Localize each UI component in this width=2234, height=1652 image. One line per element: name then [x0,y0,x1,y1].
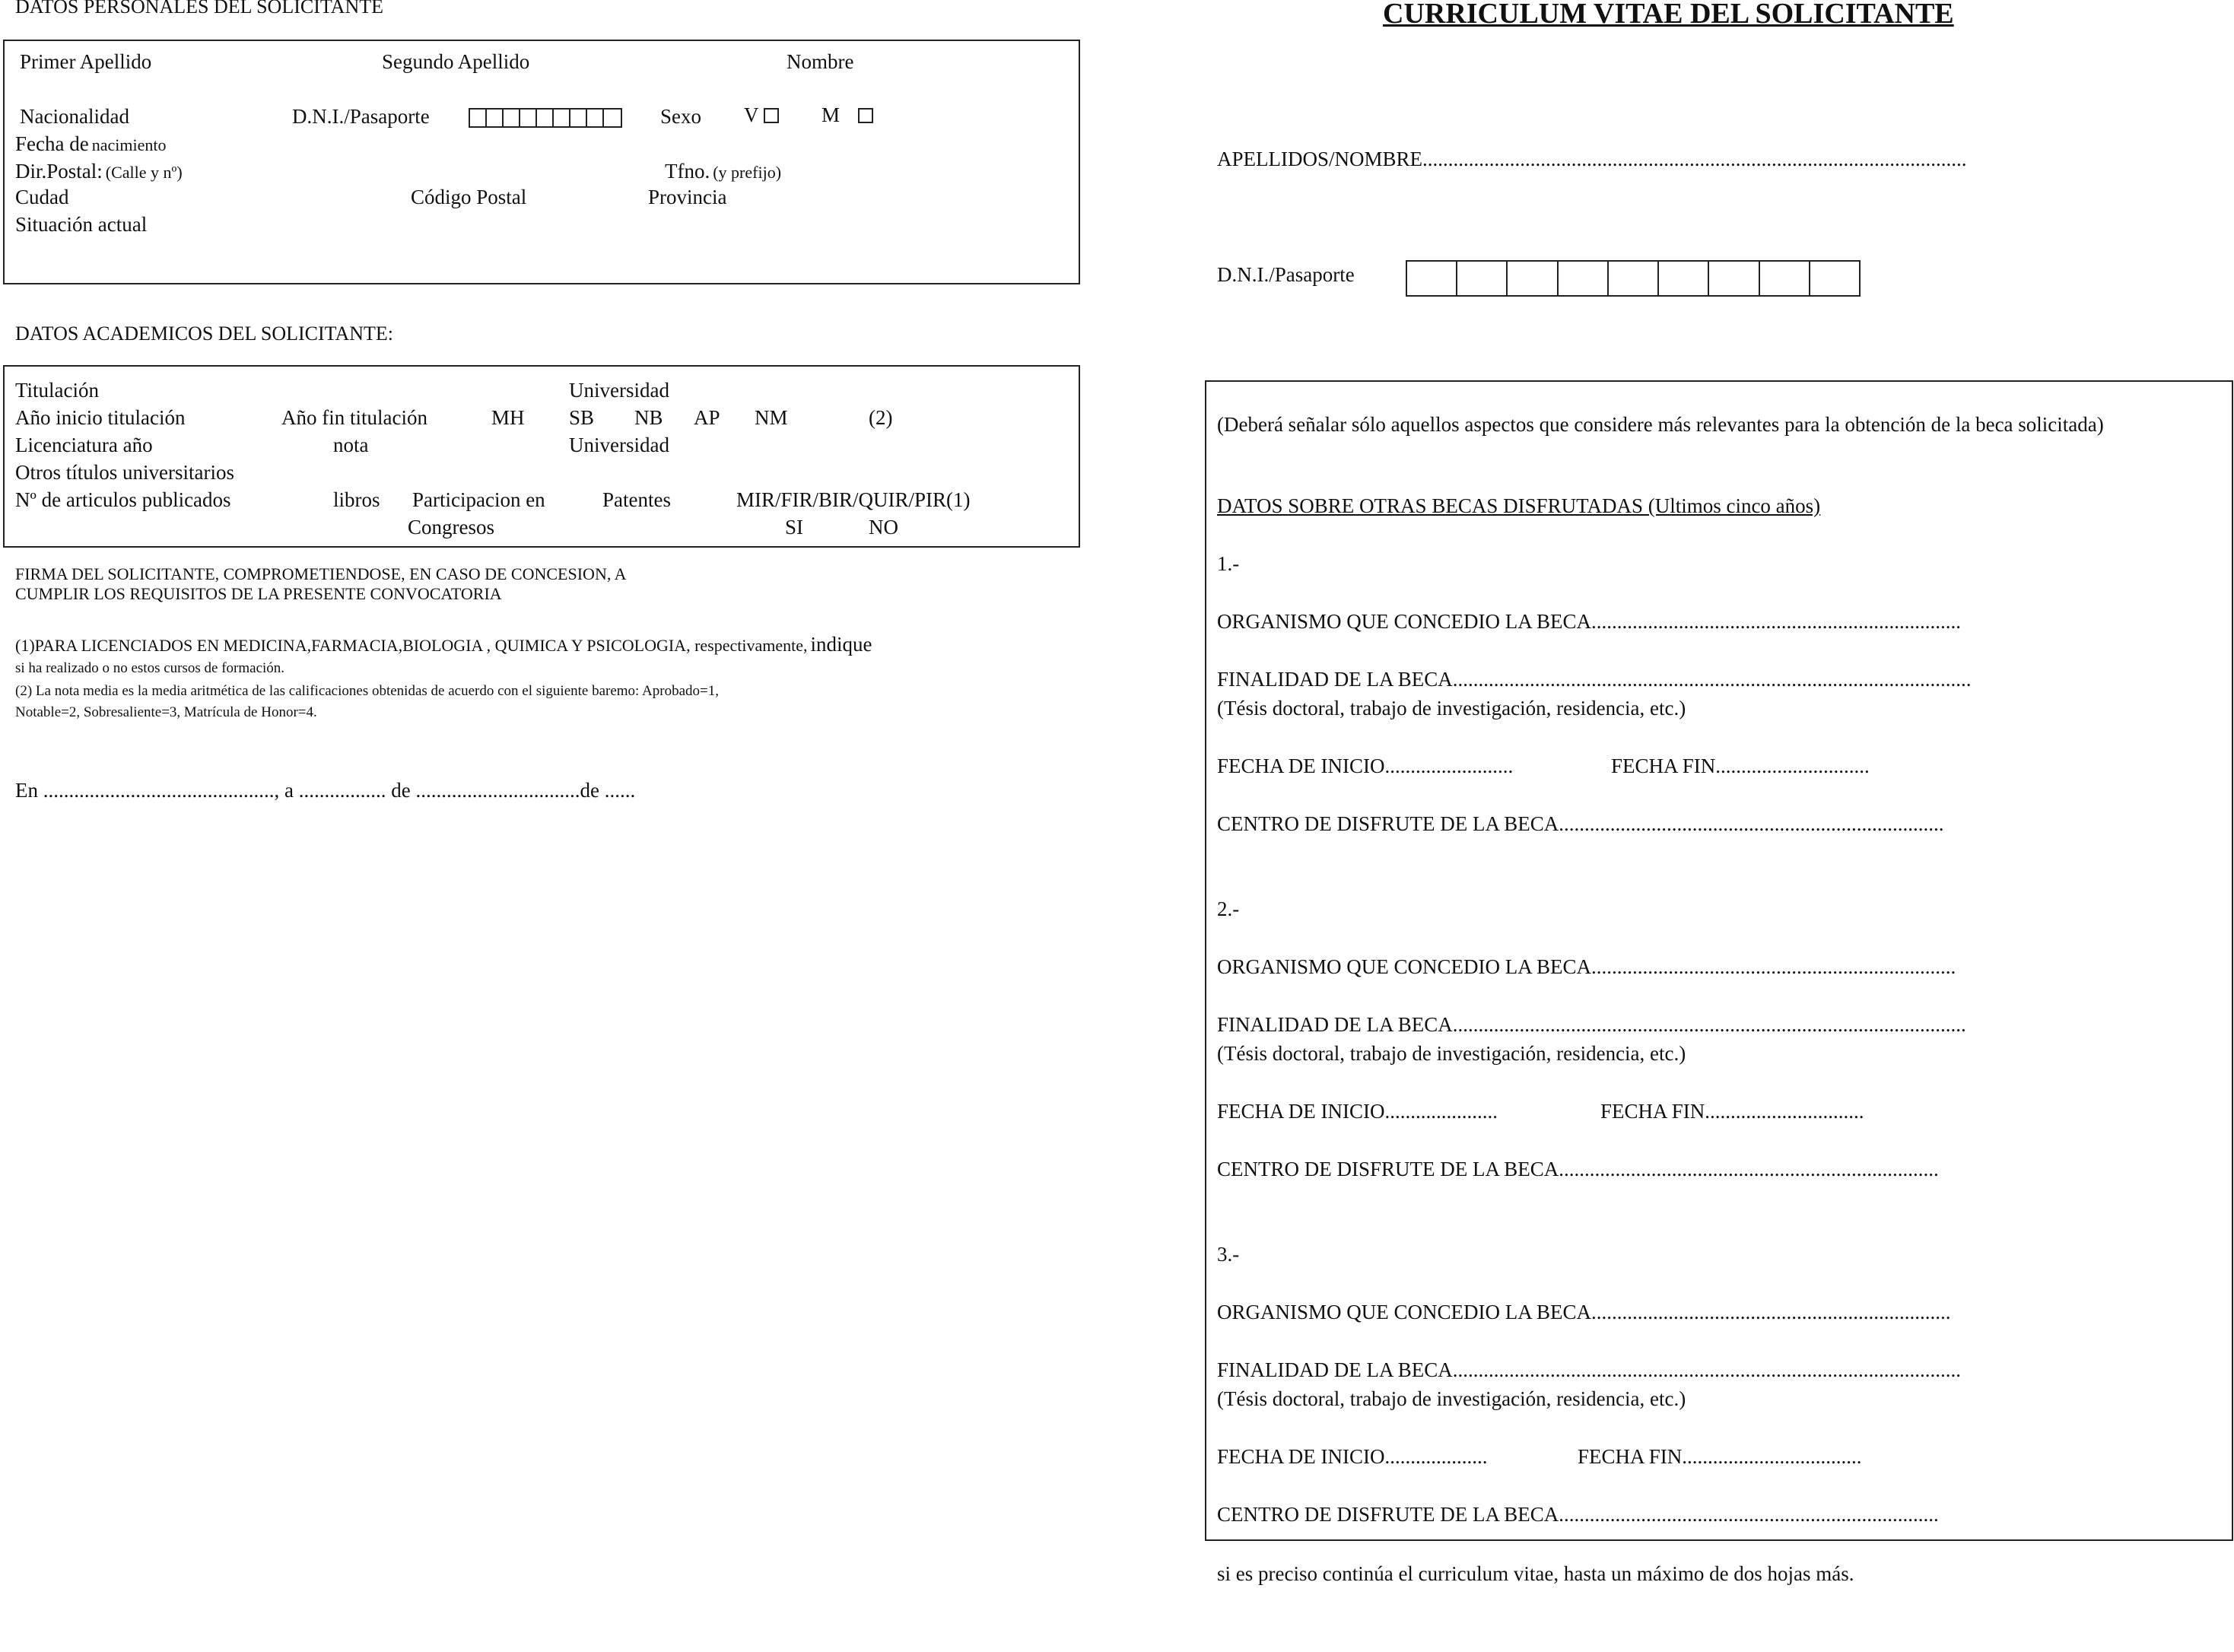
nacionalidad-label: Nacionalidad [20,105,129,128]
articulos-label: Nº de articulos publicados [15,488,231,511]
participacion-label: Participacion en [412,488,545,511]
note-1-line-2: si ha realizado o no estos cursos de formación. [15,660,285,676]
personal-section-title: DATOS PERSONALES DEL SOLICITANTE [15,0,383,17]
beca-1-finalidad[interactable]: FINALIDAD DE LA BECA..................................................................................................... [1217,668,1972,691]
cv-dni-label: D.N.I./Pasaporte [1217,263,1355,286]
beca-2-fecha-fin[interactable]: FECHA FIN............................... [1600,1100,1864,1123]
tfno-label: Tfno. (y prefijo) [665,160,782,183]
sexo-v-label: V [744,103,759,126]
nm-label: NM [755,406,788,429]
provincia-label: Provincia [648,186,727,208]
universidad-label-1: Universidad [569,379,669,402]
si-label: SI [785,516,804,538]
sexo-v-option[interactable] [744,103,779,127]
sexo-v-checkbox[interactable] [764,108,779,123]
sb-label: SB [569,406,595,429]
nota-label: nota [333,434,369,456]
otros-titulos-label: Otros títulos universitarios [15,461,234,484]
beca-1-number: 1.- [1217,552,1240,575]
ano-fin-label: Año fin titulación [281,406,427,429]
beca-1-fecha-inicio[interactable]: FECHA DE INICIO......................... [1217,755,1514,777]
congresos-label: Congresos [408,516,494,538]
licenciatura-label: Licenciatura año [15,434,153,456]
sexo-m-label: M [821,103,841,126]
sexo-label: Sexo [660,105,701,128]
dni-label: D.N.I./Pasaporte [292,105,430,128]
note-2-line-1: (2) La nota media es la media aritmética de las calificaciones obtenidas de acuerdo con el siguiente baremo: Aprobado=1, [15,683,719,699]
beca-1-fecha-fin[interactable]: FECHA FIN.............................. [1611,755,1870,777]
cv-dni-boxes[interactable] [1406,260,1861,297]
segundo-apellido-label: Segundo Apellido [382,50,530,73]
beca-2-centro[interactable]: CENTRO DE DISFRUTE DE LA BECA.......................................................................... [1217,1158,1939,1180]
lugar-fecha-line[interactable]: En ............................................., a ................. de ................................de ...... [15,779,636,802]
cv-footer-note: si es preciso continúa el curriculum vitae, hasta un máximo de dos hojas más. [1217,1562,1854,1585]
beca-1-finalidad-note: (Tésis doctoral, trabajo de investigación, residencia, etc.) [1217,697,1686,720]
beca-2-organismo[interactable]: ORGANISMO QUE CONCEDIO LA BECA....................................................................... [1217,955,1956,978]
ciudad-label: Cudad [15,186,69,208]
patentes-label: Patentes [602,488,671,511]
beca-2-finalidad-note: (Tésis doctoral, trabajo de investigación, residencia, etc.) [1217,1042,1686,1065]
beca-3-number: 3.- [1217,1243,1240,1266]
beca-2-number: 2.- [1217,897,1240,920]
situacion-actual-label: Situación actual [15,213,148,236]
mh-label: MH [491,406,525,429]
beca-3-finalidad[interactable]: FINALIDAD DE LA BECA................................................................................................... [1217,1358,1961,1381]
nombre-label: Nombre [787,50,854,73]
libros-label: libros [333,488,380,511]
beca-2-finalidad[interactable]: FINALIDAD DE LA BECA.................................................................................................... [1217,1013,1966,1036]
universidad-label-2: Universidad [569,434,669,456]
nb-label: NB [634,406,663,429]
otras-becas-heading: DATOS SOBRE OTRAS BECAS DISFRUTADAS (Ultimos cinco años) [1217,494,1821,517]
beca-3-centro[interactable]: CENTRO DE DISFRUTE DE LA BECA.......................................................................... [1217,1503,1939,1526]
beca-3-fecha-inicio[interactable]: FECHA DE INICIO.................... [1217,1445,1488,1468]
sexo-m-checkbox[interactable] [858,108,873,123]
cv-intro: (Deberá señalar sólo aquellos aspectos que considere más relevantes para la obtención de la beca solicitada) [1217,413,2104,436]
firma-line-1: FIRMA DEL SOLICITANTE, COMPROMETIENDOSE, EN CASO DE CONCESION, A [15,564,627,583]
nota-ref-2: (2) [869,406,893,429]
personal-data-box [3,40,1080,284]
beca-3-fecha-fin[interactable]: FECHA FIN................................... [1578,1445,1862,1468]
academic-data-box [3,365,1080,548]
titulacion-label: Titulación [15,379,100,402]
beca-3-organismo[interactable]: ORGANISMO QUE CONCEDIO LA BECA...................................................................... [1217,1301,1951,1323]
cv-title: CURRICULUM VITAE DEL SOLICITANTE [1383,0,1954,30]
ap-label: AP [694,406,720,429]
beca-1-organismo[interactable]: ORGANISMO QUE CONCEDIO LA BECA........................................................................ [1217,610,1962,633]
beca-3-finalidad-note: (Tésis doctoral, trabajo de investigación, residencia, etc.) [1217,1387,1686,1410]
codigo-postal-label: Código Postal [411,186,527,208]
fecha-nacimiento-label: Fecha de nacimiento [15,132,167,155]
note-2-line-2: Notable=2, Sobresaliente=3, Matrícula de Honor=4. [15,704,317,720]
beca-1-centro[interactable]: CENTRO DE DISFRUTE DE LA BECA........................................................................... [1217,812,1944,835]
dir-postal-label: Dir.Postal: (Calle y nº) [15,160,183,183]
apellidos-nombre-line[interactable]: APELLIDOS/NOMBRE.......................................................................................................... [1217,148,1967,170]
ano-inicio-label: Año inicio titulación [15,406,186,429]
firma-line-2: CUMPLIR LOS REQUISITOS DE LA PRESENTE CONVOCATORIA [15,584,502,603]
sexo-m-option[interactable] [821,103,873,127]
primer-apellido-label: Primer Apellido [20,50,152,73]
no-label: NO [869,516,898,538]
note-1-line-1: (1)PARA LICENCIADOS EN MEDICINA,FARMACIA,BIOLOGIA , QUIMICA Y PSICOLOGIA, respectivamente, indique [15,633,872,656]
mir-label: MIR/FIR/BIR/QUIR/PIR(1) [736,488,971,511]
dni-small-boxes[interactable] [469,108,622,128]
academic-section-title: DATOS ACADEMICOS DEL SOLICITANTE: [15,322,393,345]
beca-2-fecha-inicio[interactable]: FECHA DE INICIO...................... [1217,1100,1498,1123]
